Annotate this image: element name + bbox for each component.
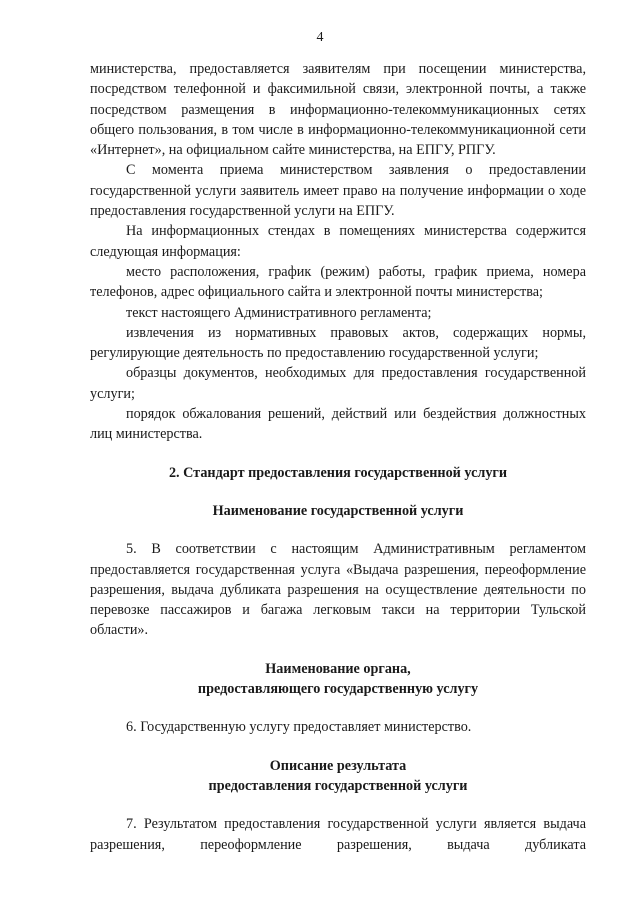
paragraph: министерства, предоставляется заявителям при посещении министерства, посредством телефонной и факсимильной связи, электронной почты, а также посредством размещения в информационно-телекоммуникационных сетях общего пользования, в том числе в информационно-телекоммуникационной сети «Интернет», на официальном сайте министерства, на ЕПГУ, РПГУ. [90, 61, 586, 159]
paragraph: С момента приема министерством заявления о предоставлении государственной услуги заявитель имеет право на получение информации о ходе предоставления государственной услуги на ЕПГУ. [90, 162, 586, 220]
subsection-heading: Описание результата [269, 757, 407, 774]
paragraph: 6. Государственную услугу предоставляет министерство. [126, 719, 472, 736]
list-item: место расположения, график (режим) работы, график приема, номера телефонов, адрес официального сайта и электронной почты министерства; [90, 263, 586, 301]
list-item: текст настоящего Административного регламента; [126, 304, 432, 321]
list-item: извлечения из нормативных правовых актов, содержащих нормы, регулирующие деятельность по предоставлению государственной услуги; [90, 324, 586, 362]
subsection-heading: предоставляющего государственную услугу [197, 681, 479, 698]
subsection-heading: предоставления государственной услуги [208, 777, 468, 794]
section-title: 2. Стандарт предоставления государственной услуги [168, 464, 508, 481]
paragraph: 7. Результатом предоставления государственной услуги является выдача разрешения, переоформление разрешения, выдача дубликата [90, 816, 586, 853]
subsection-heading: Наименование органа, [265, 660, 411, 677]
document-body [90, 59, 586, 855]
subsection-heading: Наименование государственной услуги [212, 502, 464, 519]
page-number: 4 [316, 30, 324, 45]
paragraph: На информационных стендах в помещениях министерства содержится следующая информация: [90, 223, 586, 260]
list-item: порядок обжалования решений, действий или бездействия должностных лиц министерства. [90, 406, 586, 443]
list-item: образцы документов, необходимых для предоставления государственной услуги; [90, 365, 586, 402]
paragraph: 5. В соответствии с настоящим Административным регламентом предоставляется государственная услуга «Выдача разрешения, переоформление разрешения, выдача дубликата разрешения на осуществление деятельности по перевозке пассажиров и багажа легковым такси на территории Тульской области». [90, 541, 586, 639]
